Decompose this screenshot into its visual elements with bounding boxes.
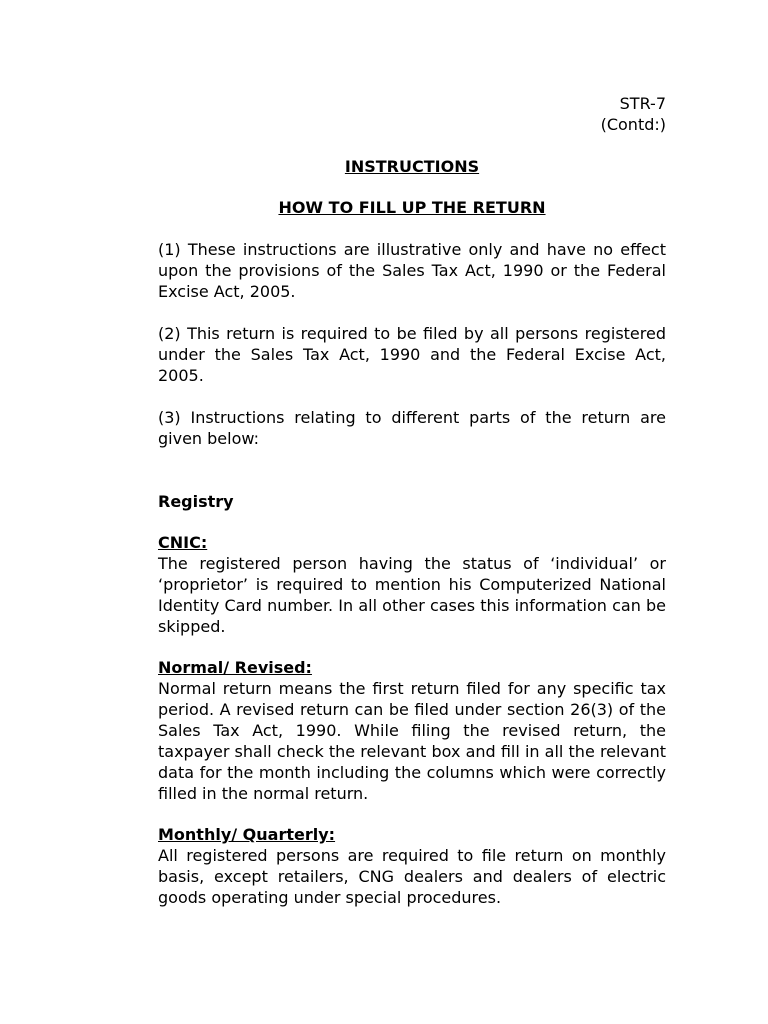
subsection-monthly-quarterly: [158, 824, 666, 908]
instruction-paragraph-1: (1) These instructions are illustrative only and have no effect upon the provisions of the Sales Tax Act, 1990 or the Federal Excise Act, 2005.: [158, 240, 666, 301]
instruction-paragraph-3: (3) Instructions relating to different parts of the return are given below:: [158, 408, 666, 448]
section-title-registry: Registry: [158, 492, 234, 511]
form-code: STR-7: [619, 94, 666, 113]
subsection-cnic: [158, 532, 666, 637]
subsection-body: Normal return means the first return filed for any specific tax period. A revised return can be filed under section 26(3) of the Sales Tax Act, 1990. While filing the revised return, the taxpayer shall check the relevant box and fill in all the relevant data for the month including the columns which were correctly filled in the normal return.: [158, 679, 666, 803]
subsection-body: The registered person having the status of ‘individual’ or ‘proprietor’ is required to mention his Computerized National Identity Card number. In all other cases this information can be skipped.: [158, 554, 666, 636]
subsection-body: All registered persons are required to file return on monthly basis, except retailers, CNG dealers and dealers of electric goods operating under special procedures.: [158, 846, 666, 907]
subsection-title: Normal/ Revised:: [158, 658, 312, 677]
instruction-paragraph-2: (2) This return is required to be filed by all persons registered under the Sales Tax Act, 1990 and the Federal Excise Act, 2005.: [158, 324, 666, 385]
subsection-title: Monthly/ Quarterly:: [158, 825, 336, 844]
page-subtitle: HOW TO FILL UP THE RETURN: [278, 198, 546, 217]
subsection-normal-revised: [158, 657, 666, 804]
document-body: [158, 93, 666, 908]
subsection-title: CNIC:: [158, 533, 208, 552]
continued-label: (Contd:): [600, 115, 666, 134]
page-title: INSTRUCTIONS: [344, 157, 480, 176]
